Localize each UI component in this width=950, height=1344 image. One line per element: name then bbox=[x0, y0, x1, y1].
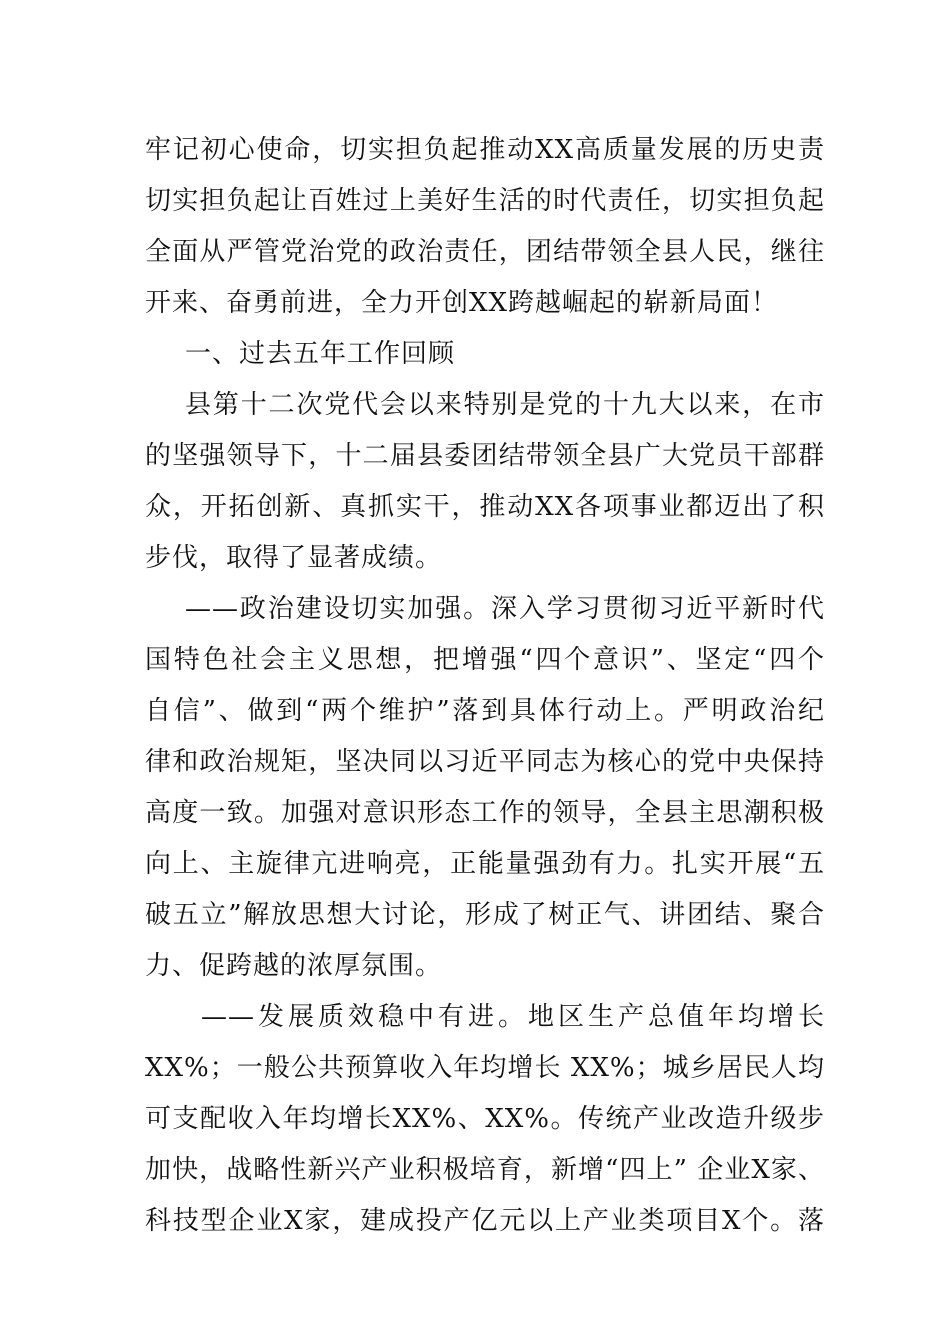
text-line: 加快，战略性新兴产业积极培育，新增“四上” 企业X家、 bbox=[145, 1155, 825, 1185]
text-line: 步伐，取得了显著成绩。 bbox=[145, 543, 443, 573]
text-line: 切实担负起让百姓过上美好生活的时代责任，切实担负起 bbox=[145, 186, 825, 216]
text-line: 科技型企业X家，建成投产亿元以上产业类项目X个。落 bbox=[145, 1206, 825, 1236]
text-line: 全面从严管党治党的政治责任，团结带领全县人民，继往 bbox=[145, 237, 825, 267]
text-line: XX%；一般公共预算收入年均增长 XX%；城乡居民人均 bbox=[145, 1053, 825, 1083]
text-line: 自信”、做到“两个维护”落到具体行动上。严明政治纪 bbox=[145, 696, 825, 726]
text-line: 破五立”解放思想大讨论，形成了树正气、讲团结、聚合 bbox=[145, 900, 825, 930]
text-line: 向上、主旋律亢进响亮，正能量强劲有力。扎实开展“五 bbox=[145, 849, 825, 879]
text-line: 律和政治规矩，坚决同以习近平同志为核心的党中央保持 bbox=[145, 747, 825, 777]
text-line: ——发展质效稳中有进。地区生产总值年均增长 bbox=[201, 1002, 825, 1032]
document-body bbox=[145, 125, 825, 1247]
text-line: 国特色社会主义思想，把增强“四个意识”、坚定“四个 bbox=[145, 645, 825, 675]
text-line: 开来、奋勇前进，全力开创XX跨越崛起的崭新局面！ bbox=[145, 288, 779, 318]
text-line: 高度一致。加强对意识形态工作的领导，全县主思潮积极 bbox=[145, 798, 825, 828]
text-line: 可支配收入年均增长XX%、XX%。传统产业改造升级步 bbox=[145, 1104, 825, 1134]
text-line: ——政治建设切实加强。深入学习贯彻习近平新时代 bbox=[185, 594, 825, 624]
text-line: 众，开拓创新、真抓实干，推动XX各项事业都迈出了积 bbox=[145, 492, 825, 522]
text-line: 力、促跨越的浓厚氛围。 bbox=[145, 951, 443, 981]
text-line: 的坚强领导下，十二届县委团结带领全县广大党员干部群 bbox=[145, 441, 825, 471]
text-line: 县第十二次党代会以来特别是党的十九大以来，在市 bbox=[185, 390, 825, 420]
section-heading: 一、过去五年工作回顾 bbox=[185, 339, 456, 369]
text-line: 牢记初心使命，切实担负起推动XX高质量发展的历史责 bbox=[145, 135, 825, 165]
